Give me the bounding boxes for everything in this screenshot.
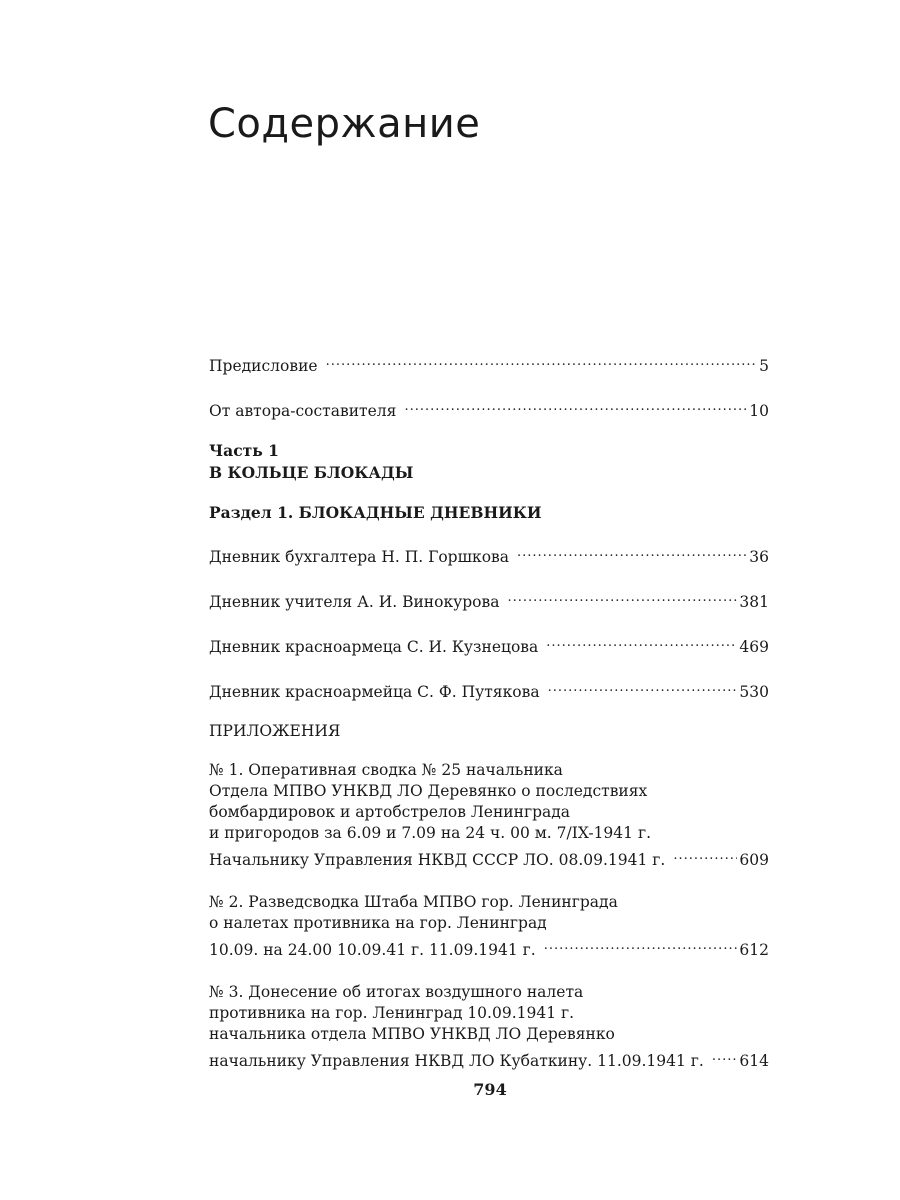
toc-entry-diary-vinokurov[interactable] <box>209 586 769 613</box>
dot-leader <box>546 631 737 652</box>
dot-leader <box>548 676 738 697</box>
dot-leader <box>673 844 737 865</box>
entry-last-line <box>209 844 769 871</box>
toc-entry-page: 614 <box>739 1052 769 1070</box>
toc-entry-appendix-1[interactable] <box>209 760 769 871</box>
part-heading <box>209 440 769 484</box>
toc-entry-label: Дневник учителя А. И. Винокурова <box>209 593 500 611</box>
dot-leader <box>544 934 738 955</box>
page-title: Содержание <box>208 101 481 147</box>
entry-line: № 3. Донесение об итогах воздушного налета <box>209 983 584 1001</box>
toc-entry-page: 612 <box>739 941 769 959</box>
part-title: В КОЛЬЦЕ БЛОКАДЫ <box>209 463 414 482</box>
toc-entry-page: 381 <box>739 593 769 611</box>
entry-line: № 1. Оперативная сводка № 25 начальника <box>209 761 563 779</box>
toc-entry-label: начальнику Управления НКВД ЛО Кубаткину. 11.09.1941 г. <box>209 1052 704 1070</box>
dot-leader <box>326 350 758 371</box>
entry-last-line <box>209 934 769 961</box>
toc-entry-label: Предисловие <box>209 357 318 375</box>
toc-entry-label: Дневник красноармеца С. И. Кузнецова <box>209 638 539 656</box>
entry-line: о налетах противника на гор. Ленинград <box>209 914 547 932</box>
toc-entry-label: Дневник бухгалтера Н. П. Горшкова <box>209 548 510 566</box>
toc-entry-page: 530 <box>739 683 769 701</box>
entry-line: № 2. Разведсводка Штаба МПВО гор. Ленинграда <box>209 893 618 911</box>
toc-entry-label: Начальнику Управления НКВД СССР ЛО. 08.09.1941 г. <box>209 851 666 869</box>
toc-entry-page: 36 <box>749 548 769 566</box>
table-of-contents <box>209 350 769 1093</box>
toc-entry-diary-kuznetsov[interactable] <box>209 631 769 658</box>
toc-entry-label: Дневник красноармейца С. Ф. Путякова <box>209 683 540 701</box>
section-heading: Раздел 1. БЛОКАДНЫЕ ДНЕВНИКИ <box>209 503 542 522</box>
dot-leader <box>404 395 747 416</box>
toc-entry-page: 5 <box>759 357 769 375</box>
entry-last-line <box>209 1045 769 1072</box>
page-number: 794 <box>473 1080 507 1099</box>
toc-entry-page: 469 <box>739 638 769 656</box>
toc-entry-preface[interactable] <box>209 350 769 377</box>
entry-line: противника на гор. Ленинград 10.09.1941 г. <box>209 1004 575 1022</box>
dot-leader <box>712 1045 738 1066</box>
toc-entry-page: 609 <box>739 851 769 869</box>
toc-entry-appendix-2[interactable] <box>209 892 769 961</box>
toc-entry-author-note[interactable] <box>209 395 769 422</box>
entry-line: Отдела МПВО УНКВД ЛО Деревянко о последствиях <box>209 782 648 800</box>
dot-leader <box>517 541 747 562</box>
appendix-heading: ПРИЛОЖЕНИЯ <box>209 722 341 740</box>
toc-entry-label: От автора-составителя <box>209 402 397 420</box>
entry-line: начальника отдела МПВО УНКВД ЛО Деревянко <box>209 1025 615 1043</box>
part-number: Часть 1 <box>209 441 279 460</box>
toc-entry-page: 10 <box>749 402 769 420</box>
entry-line: бомбардировок и артобстрелов Ленинграда <box>209 803 571 821</box>
dot-leader <box>507 586 737 607</box>
toc-entry-label: 10.09. на 24.00 10.09.41 г. 11.09.1941 г. <box>209 941 536 959</box>
toc-entry-diary-gorshkov[interactable] <box>209 541 769 568</box>
toc-entry-appendix-3[interactable] <box>209 982 769 1072</box>
entry-line: и пригородов за 6.09 и 7.09 на 24 ч. 00 м. 7/IX-1941 г. <box>209 824 651 842</box>
toc-entry-diary-putyakov[interactable] <box>209 676 769 703</box>
